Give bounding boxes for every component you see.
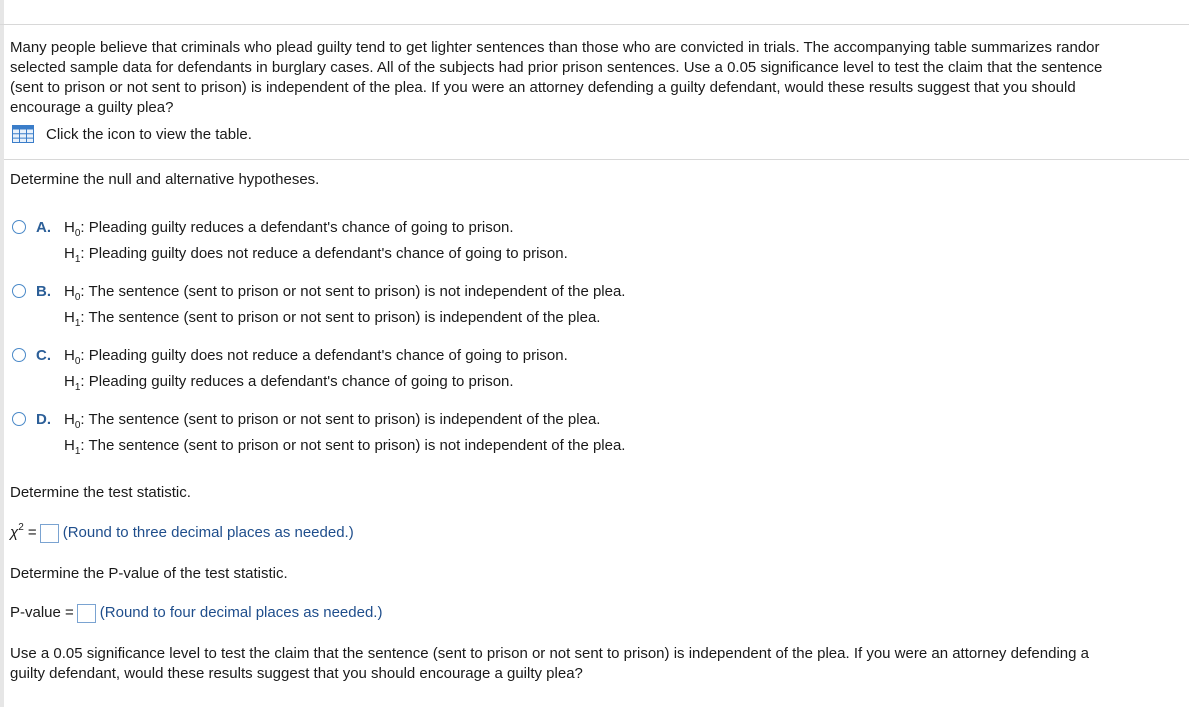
option-d-h0: $H_0$: The sentence (sent to prison or not sent to prison) is independent of the plea.	[64, 411, 601, 431]
problem-statement	[10, 38, 1189, 118]
pvalue-row	[10, 603, 382, 623]
option-letter: B.	[36, 283, 51, 300]
option-c-h1: $H_1$: Pleading guilty reduces a defendant's chance of going to prison.	[64, 373, 514, 393]
option-letter: C.	[36, 347, 51, 364]
pvalue-label: P-value =	[10, 604, 74, 621]
chi-square-input[interactable]	[40, 524, 59, 543]
intro-line: (sent to prison or not sent to prison) is independent of the plea. If you were an attorney defending a guilty defendant, would these results suggest that you should	[10, 79, 1076, 96]
option-b-h0: $H_0$: The sentence (sent to prison or not sent to prison) is not independent of the plea.	[64, 283, 626, 303]
conclusion-line: guilty defendant, would these results suggest that you should encourage a guilty plea?	[10, 665, 583, 682]
table-icon[interactable]	[12, 125, 34, 143]
option-c-h0: $H_0$: Pleading guilty does not reduce a defendant's chance of going to prison.	[64, 347, 568, 367]
radio-option-b[interactable]	[12, 284, 26, 298]
intro-line: encourage a guilty plea?	[10, 99, 174, 116]
question-hypotheses: Determine the null and alternative hypotheses.	[10, 171, 320, 188]
section-divider	[4, 159, 1189, 160]
view-table-label[interactable]: Click the icon to view the table.	[46, 125, 252, 143]
left-scroll-edge	[0, 0, 4, 707]
radio-option-d[interactable]	[12, 412, 26, 426]
pvalue-input[interactable]	[77, 604, 96, 623]
option-letter: A.	[36, 219, 51, 236]
view-table-link[interactable]	[12, 124, 252, 144]
radio-option-a[interactable]	[12, 220, 26, 234]
option-a-h0: $H_0$: Pleading guilty reduces a defendant's chance of going to prison.	[64, 219, 514, 239]
question-pvalue: Determine the P-value of the test statistic.	[10, 565, 288, 582]
option-letter: D.	[36, 411, 51, 428]
intro-line: Many people believe that criminals who plead guilty tend to get lighter sentences than those who are convicted in trials. The accompanying table summarizes randor	[10, 39, 1100, 56]
pvalue-hint: (Round to four decimal places as needed.)	[99, 604, 383, 621]
radio-option-c[interactable]	[12, 348, 26, 362]
question-test-statistic: Determine the test statistic.	[10, 484, 191, 501]
conclusion-line: Use a 0.05 significance level to test the claim that the sentence (sent to prison or not sent to prison) is independent of the plea. If you were an attorney defending a	[10, 645, 1089, 662]
chi-square-label: $\chi^2$ =	[10, 522, 37, 541]
option-b-h1: $H_1$: The sentence (sent to prison or not sent to prison) is independent of the plea.	[64, 309, 601, 329]
option-d-h1: $H_1$: The sentence (sent to prison or not sent to prison) is not independent of the plea.	[64, 437, 626, 457]
intro-line: selected sample data for defendants in burglary cases. All of the subjects had prior prison sentences. Use a 0.05 significance level to test the claim that the sentence	[10, 59, 1103, 76]
chi-square-row	[10, 523, 354, 543]
top-divider	[0, 24, 1189, 25]
option-a-h1: $H_1$: Pleading guilty does not reduce a defendant's chance of going to prison.	[64, 245, 568, 265]
question-conclusion	[10, 644, 1089, 684]
chi-square-hint: (Round to three decimal places as needed.)	[62, 524, 354, 541]
